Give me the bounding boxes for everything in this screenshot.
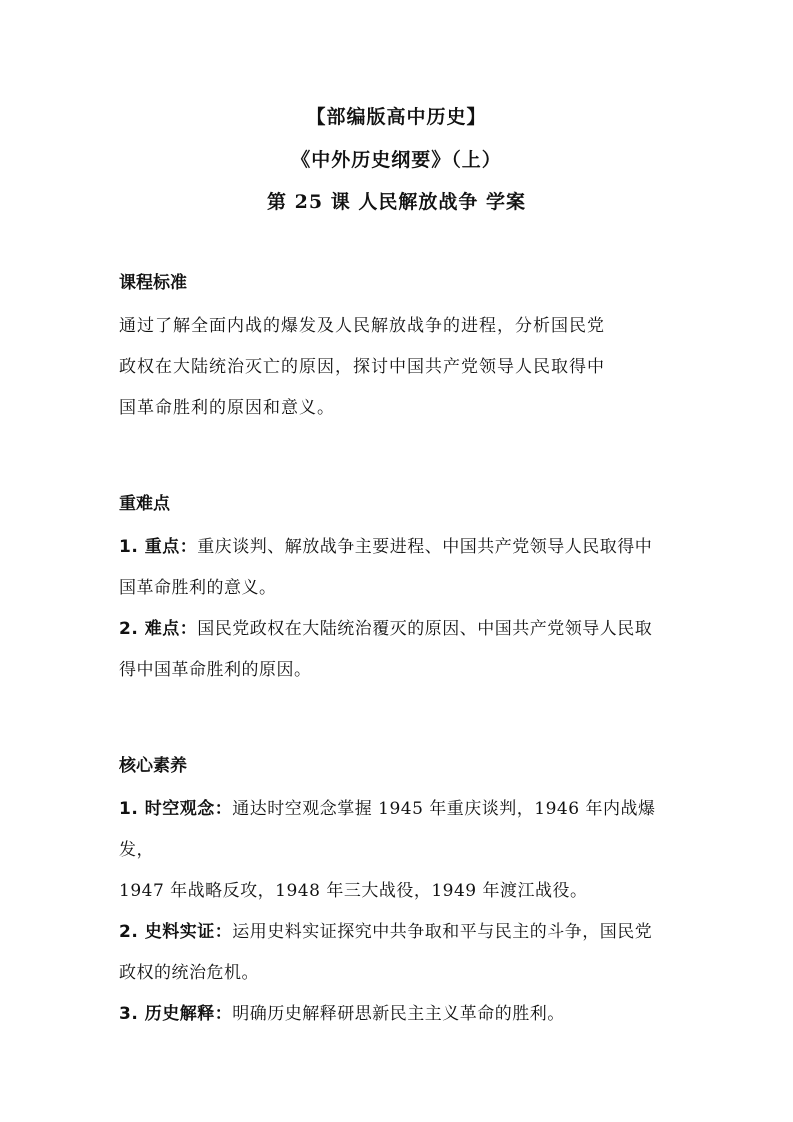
literacy-item: [119, 994, 679, 1035]
key-point-item-cont: 国革命胜利的意义。: [119, 578, 277, 598]
standard-line-1: 通过了解全面内战的爆发及人民解放战争的进程，分析国民党: [119, 316, 605, 336]
literacy-item-cont: 1947 年战略反攻，1948 年三大战役，1949 年渡江战役。: [119, 881, 588, 901]
item-text: 明确历史解释研思新民主主义革命的胜利。: [232, 1004, 565, 1024]
standard-text: [119, 306, 679, 429]
section-core-literacy: [119, 753, 679, 1035]
section-heading: 核心素养: [119, 756, 187, 776]
standard-line-2: 政权在大陆统治灭亡的原因，探讨中国共产党领导人民取得中: [119, 357, 605, 377]
key-points-list: [119, 527, 679, 691]
key-point-item-cont: 得中国革命胜利的原因。: [119, 660, 312, 680]
section-course-standard: [119, 270, 679, 429]
standard-line-3: 国革命胜利的原因和意义。: [119, 398, 335, 418]
series-title: 【部编版高中历史】: [306, 106, 487, 128]
document-body: [119, 270, 679, 1035]
section-key-points: [119, 491, 679, 691]
item-lead: 2. 史料实证：: [119, 922, 233, 942]
literacy-list: [119, 789, 679, 1035]
key-point-item: [119, 609, 679, 650]
item-text: 重庆谈判、解放战争主要进程、中国共产党领导人民取得中: [197, 537, 653, 557]
key-point-item: [119, 527, 679, 568]
literacy-item: [119, 789, 679, 871]
item-lead: 1. 重点：: [119, 537, 198, 557]
item-lead: 2. 难点：: [119, 619, 198, 639]
lesson-title: 第 25 课 人民解放战争 学案: [267, 191, 526, 213]
item-text: 运用史料实证探究中共争取和平与民主的斗争，国民党: [232, 922, 653, 942]
item-text: 国民党政权在大陆统治覆灭的原因、中国共产党领导人民取: [197, 619, 653, 639]
item-text: 通达时空观念掌握 1945 年重庆谈判，1946 年内战爆发，: [119, 799, 656, 860]
literacy-item: [119, 912, 679, 953]
item-lead: 1. 时空观念：: [119, 799, 233, 819]
literacy-item-cont: 政权的统治危机。: [119, 963, 259, 983]
book-title: 《中外历史纲要》（上）: [291, 149, 502, 171]
section-heading: 课程标准: [119, 273, 187, 293]
item-lead: 3. 历史解释：: [119, 1004, 233, 1024]
section-heading: 重难点: [119, 494, 170, 514]
